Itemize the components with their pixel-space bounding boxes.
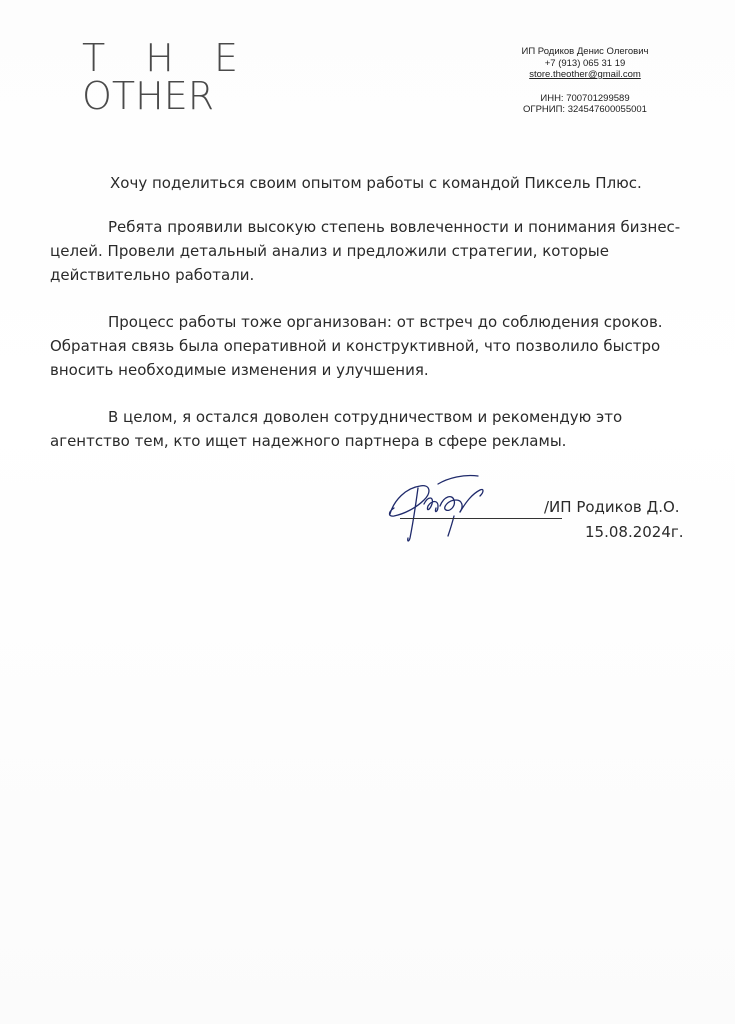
contact-phone: +7 (913) 065 31 19 — [544, 57, 626, 69]
logo-line-top: T H E — [82, 36, 252, 80]
logo-line-bottom: OTHER — [82, 74, 215, 118]
company-logo — [82, 38, 252, 118]
contact-name: ИП Родиков Денис Олегович — [521, 46, 649, 57]
signatory-name: /ИП Родиков Д.О. — [544, 498, 680, 516]
letter-paragraph: Ребята проявили высокую степень вовлеченности и понимания бизнес-целей. Провели детальный анализ и предложили стратегии, которые действительно работали. — [50, 218, 681, 284]
contact-inn: ИНН: 700701299589 — [540, 92, 630, 104]
letter-body — [50, 171, 690, 476]
contact-spacer — [475, 81, 695, 93]
letter-paragraph: Процесс работы тоже организован: от встреч до соблюдения сроков. Обратная связь была оперативной и конструктивной, что позволило быстро вносить необходимые изменения и улучшения. — [50, 313, 663, 379]
handwritten-signature-icon — [380, 466, 550, 546]
letter-paragraph: В целом, я остался доволен сотрудничеством и рекомендую это агентство тем, кто ищет надежного партнера в сфере рекламы. — [50, 408, 623, 450]
signature-line — [400, 518, 562, 519]
signature-date: 15.08.2024г. — [585, 523, 684, 541]
signature-block — [380, 466, 700, 556]
contact-email: store.theother@gmail.com — [529, 69, 641, 80]
letter-paragraph: Хочу поделиться своим опытом работы с командой Пиксель Плюс. — [110, 174, 642, 192]
contact-ogrnip: ОГРНИП: 324547600055001 — [523, 104, 647, 115]
contact-block — [475, 46, 695, 116]
